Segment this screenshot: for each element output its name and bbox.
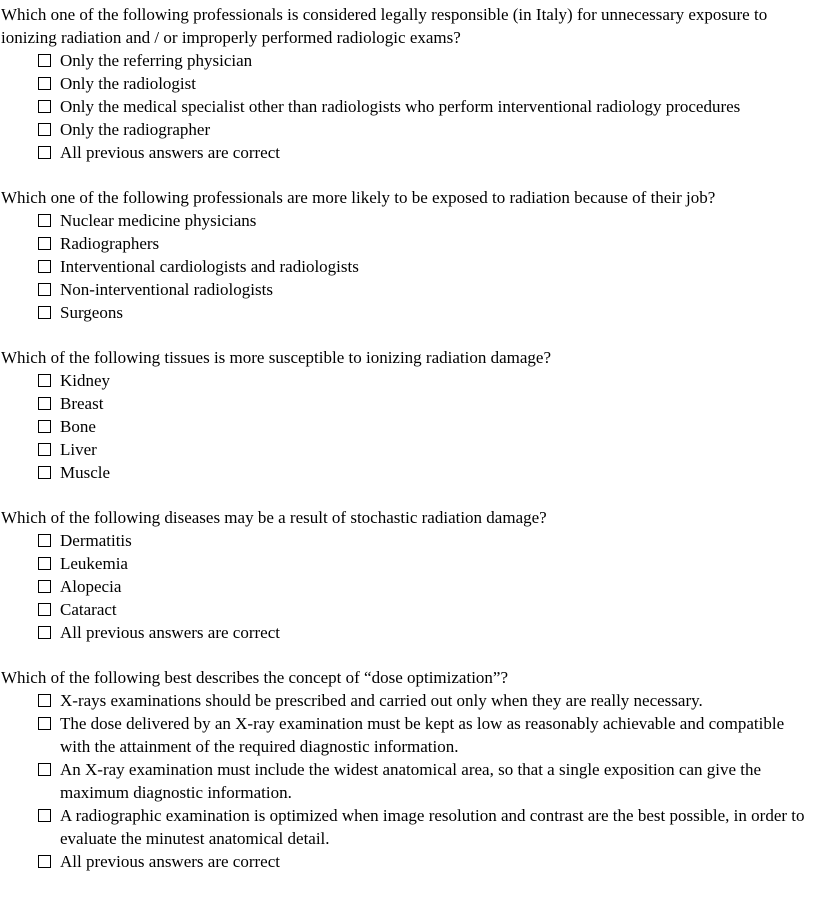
answer-option[interactable] bbox=[38, 415, 814, 438]
option-label: A radiographic examination is optimized when image resolution and contrast are the best possible, in order to evaluate the minutest anatomical detail. bbox=[60, 806, 805, 848]
checkbox-icon[interactable] bbox=[38, 557, 51, 570]
options-list bbox=[1, 209, 814, 324]
option-label: All previous answers are correct bbox=[60, 143, 280, 162]
option-label: Surgeons bbox=[60, 303, 123, 322]
answer-option[interactable] bbox=[38, 72, 814, 95]
answer-option[interactable] bbox=[38, 712, 814, 758]
option-label: Dermatitis bbox=[60, 531, 132, 550]
option-label: Only the radiographer bbox=[60, 120, 211, 139]
checkbox-icon[interactable] bbox=[38, 603, 51, 616]
checkbox-icon[interactable] bbox=[38, 626, 51, 639]
answer-option[interactable] bbox=[38, 575, 814, 598]
answer-option[interactable] bbox=[38, 392, 814, 415]
answer-option[interactable] bbox=[38, 118, 814, 141]
checkbox-icon[interactable] bbox=[38, 214, 51, 227]
answer-option[interactable] bbox=[38, 621, 814, 644]
answer-option[interactable] bbox=[38, 552, 814, 575]
answer-option[interactable] bbox=[38, 598, 814, 621]
checkbox-icon[interactable] bbox=[38, 420, 51, 433]
option-label: Nuclear medicine physicians bbox=[60, 211, 257, 230]
question-text: Which of the following best describes the concept of “dose optimization”? bbox=[1, 668, 509, 687]
answer-option[interactable] bbox=[38, 209, 814, 232]
checkbox-icon[interactable] bbox=[38, 100, 51, 113]
option-label: An X-ray examination must include the widest anatomical area, so that a single exposition can give the maximum diagnostic information. bbox=[60, 760, 762, 802]
option-label: Leukemia bbox=[60, 554, 128, 573]
answer-option[interactable] bbox=[38, 301, 814, 324]
option-label: Non-interventional radiologists bbox=[60, 280, 273, 299]
options-list bbox=[1, 529, 814, 644]
option-label: X-rays examinations should be prescribed and carried out only when they are really necessary. bbox=[60, 691, 703, 710]
question-text: Which of the following diseases may be a result of stochastic radiation damage? bbox=[1, 508, 547, 527]
answer-option[interactable] bbox=[38, 850, 814, 873]
checkbox-icon[interactable] bbox=[38, 580, 51, 593]
answer-option[interactable] bbox=[38, 141, 814, 164]
answer-option[interactable] bbox=[38, 758, 814, 804]
option-label: Only the radiologist bbox=[60, 74, 196, 93]
question-block bbox=[1, 186, 814, 324]
question-text: Which of the following tissues is more susceptible to ionizing radiation damage? bbox=[1, 348, 552, 367]
checkbox-icon[interactable] bbox=[38, 283, 51, 296]
answer-option[interactable] bbox=[38, 232, 814, 255]
options-list bbox=[1, 49, 814, 164]
checkbox-icon[interactable] bbox=[38, 694, 51, 707]
option-label: Alopecia bbox=[60, 577, 122, 596]
option-label: Bone bbox=[60, 417, 96, 436]
option-label: Radiographers bbox=[60, 234, 160, 253]
question-block bbox=[1, 346, 814, 484]
checkbox-icon[interactable] bbox=[38, 237, 51, 250]
option-label: All previous answers are correct bbox=[60, 623, 280, 642]
answer-option[interactable] bbox=[38, 461, 814, 484]
answer-option[interactable] bbox=[38, 369, 814, 392]
option-label: Muscle bbox=[60, 463, 111, 482]
question-text: Which one of the following professionals are more likely to be exposed to radiation because of their job? bbox=[1, 188, 716, 207]
checkbox-icon[interactable] bbox=[38, 374, 51, 387]
checkbox-icon[interactable] bbox=[38, 534, 51, 547]
checkbox-icon[interactable] bbox=[38, 77, 51, 90]
option-label: Only the referring physician bbox=[60, 51, 253, 70]
option-label: Only the medical specialist other than radiologists who perform interventional radiology procedures bbox=[60, 97, 741, 116]
checkbox-icon[interactable] bbox=[38, 397, 51, 410]
answer-option[interactable] bbox=[38, 255, 814, 278]
option-label: Kidney bbox=[60, 371, 111, 390]
option-label: Cataract bbox=[60, 600, 117, 619]
option-label: All previous answers are correct bbox=[60, 852, 280, 871]
checkbox-icon[interactable] bbox=[38, 260, 51, 273]
question-text: Which one of the following professionals is considered legally responsible (in Italy) for unnecessary exposure to ionizing radiation and / or improperly performed radiologic exams? bbox=[1, 5, 772, 47]
option-label: Liver bbox=[60, 440, 97, 459]
answer-option[interactable] bbox=[38, 278, 814, 301]
answer-option[interactable] bbox=[38, 95, 814, 118]
option-label: Interventional cardiologists and radiologists bbox=[60, 257, 359, 276]
answer-option[interactable] bbox=[38, 529, 814, 552]
option-label: The dose delivered by an X-ray examination must be kept as low as reasonably achievable and compatible with the attainment of the required diagnostic information. bbox=[60, 714, 785, 756]
answer-option[interactable] bbox=[38, 804, 814, 850]
answer-option[interactable] bbox=[38, 49, 814, 72]
question-block bbox=[1, 3, 814, 164]
checkbox-icon[interactable] bbox=[38, 763, 51, 776]
checkbox-icon[interactable] bbox=[38, 809, 51, 822]
options-list bbox=[1, 369, 814, 484]
answer-option[interactable] bbox=[38, 438, 814, 461]
checkbox-icon[interactable] bbox=[38, 54, 51, 67]
checkbox-icon[interactable] bbox=[38, 717, 51, 730]
checkbox-icon[interactable] bbox=[38, 146, 51, 159]
option-label: Breast bbox=[60, 394, 104, 413]
answer-option[interactable] bbox=[38, 689, 814, 712]
checkbox-icon[interactable] bbox=[38, 306, 51, 319]
question-block bbox=[1, 666, 814, 873]
checkbox-icon[interactable] bbox=[38, 466, 51, 479]
options-list bbox=[1, 689, 814, 873]
checkbox-icon[interactable] bbox=[38, 855, 51, 868]
checkbox-icon[interactable] bbox=[38, 443, 51, 456]
question-block bbox=[1, 506, 814, 644]
checkbox-icon[interactable] bbox=[38, 123, 51, 136]
